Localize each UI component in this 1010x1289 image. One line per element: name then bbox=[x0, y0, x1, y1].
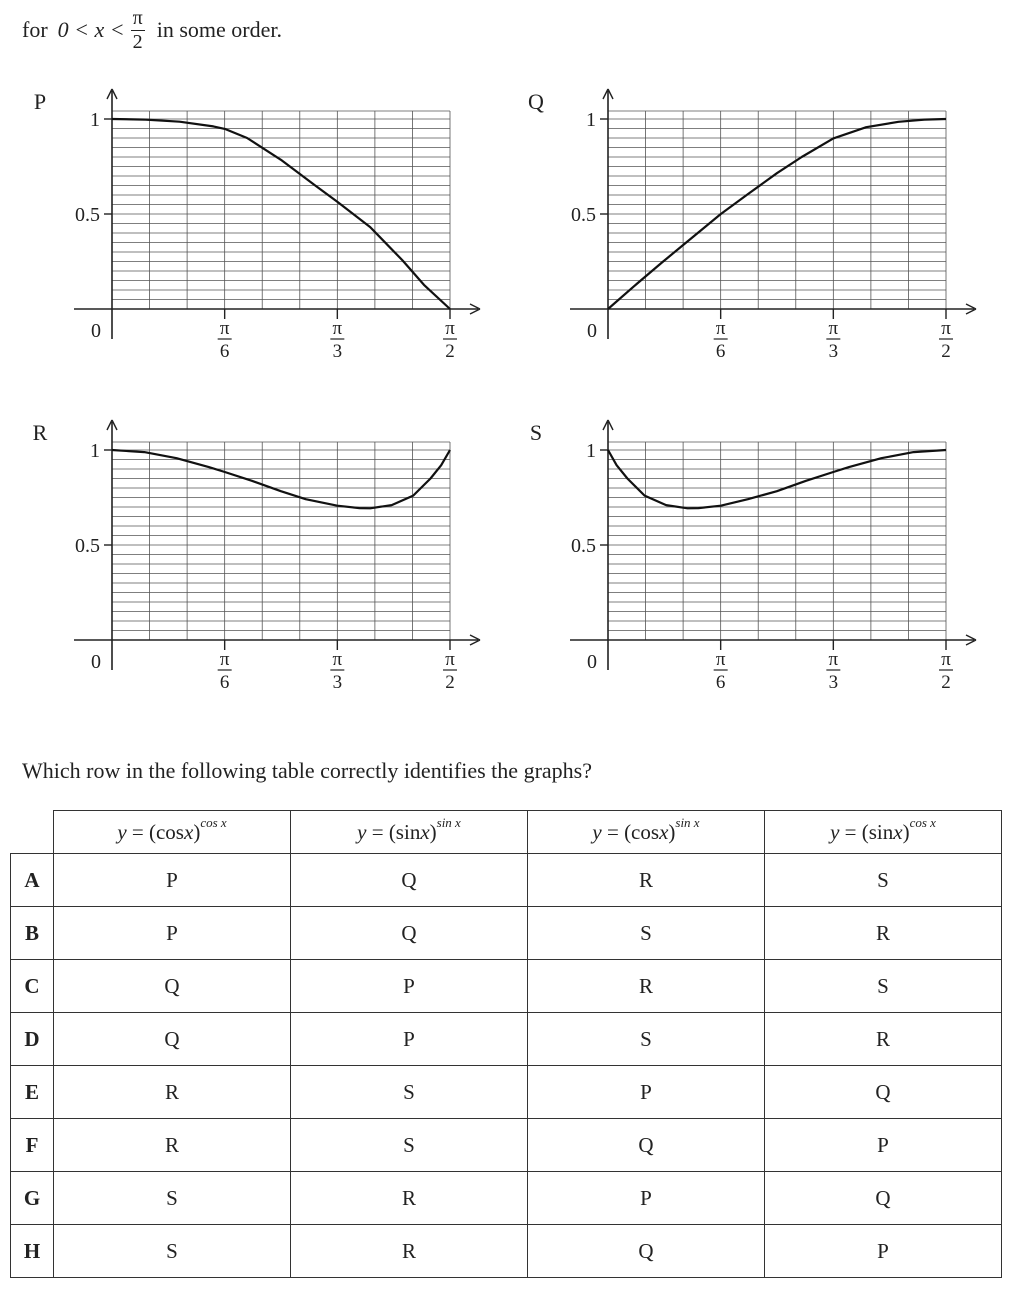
table-cell: S bbox=[291, 1119, 528, 1172]
panel-label: R bbox=[32, 420, 48, 445]
x-tick-label-numerator: π bbox=[219, 318, 230, 339]
table-cell: R bbox=[291, 1225, 528, 1278]
graph-panel bbox=[34, 89, 480, 362]
table-cell: R bbox=[528, 854, 765, 907]
table-row bbox=[11, 907, 1002, 960]
x-tick-label-denominator: 3 bbox=[828, 341, 839, 362]
table-cell: P bbox=[765, 1119, 1002, 1172]
row-label: G bbox=[11, 1172, 54, 1225]
origin-label: 0 bbox=[587, 320, 597, 342]
table-cell: R bbox=[765, 1013, 1002, 1066]
table-cell: Q bbox=[765, 1172, 1002, 1225]
x-tick-label-denominator: 6 bbox=[219, 672, 230, 693]
table-cell: P bbox=[291, 1013, 528, 1066]
intro-fraction-denominator: 2 bbox=[132, 31, 143, 53]
header-exponent: cos x bbox=[909, 815, 936, 830]
row-label: B bbox=[11, 907, 54, 960]
y-tick-label: 0.5 bbox=[571, 535, 596, 557]
x-tick-label-denominator: 6 bbox=[219, 341, 230, 362]
table-cell: P bbox=[528, 1066, 765, 1119]
x-tick-label-denominator: 6 bbox=[715, 672, 726, 693]
x-tick-label-numerator: π bbox=[715, 649, 726, 670]
header-cos-pow-sin: $y = (\cos x)^{sin x}$ bbox=[528, 811, 765, 854]
x-tick-label-denominator: 3 bbox=[332, 672, 343, 693]
table-cell: P bbox=[765, 1225, 1002, 1278]
table-cell: Q bbox=[528, 1225, 765, 1278]
x-tick-label-denominator: 3 bbox=[332, 341, 343, 362]
panel-label: Q bbox=[528, 89, 544, 114]
header-cos-pow-cos: $y = (\cos x)^{cos x}$ bbox=[54, 811, 291, 854]
table-cell: Q bbox=[528, 1119, 765, 1172]
table-row bbox=[11, 960, 1002, 1013]
x-tick-label-denominator: 2 bbox=[445, 341, 455, 362]
x-tick-label-numerator: π bbox=[941, 649, 951, 670]
table-cell: S bbox=[765, 960, 1002, 1013]
x-tick-label-numerator: π bbox=[219, 649, 230, 670]
y-tick-label: 1 bbox=[586, 440, 596, 462]
x-tick-label-numerator: π bbox=[445, 649, 455, 670]
y-tick-label: 1 bbox=[90, 440, 100, 462]
table-cell: Q bbox=[765, 1066, 1002, 1119]
header-exponent: sin x bbox=[675, 815, 700, 830]
intro-inequality: 0 < x < bbox=[57, 17, 125, 42]
table-cell: R bbox=[528, 960, 765, 1013]
table-cell: Q bbox=[291, 907, 528, 960]
x-tick-label-numerator: π bbox=[941, 318, 951, 339]
y-tick-label: 0.5 bbox=[75, 535, 100, 557]
row-label: A bbox=[11, 854, 54, 907]
table-cell: R bbox=[765, 907, 1002, 960]
x-tick-label-numerator: π bbox=[715, 318, 726, 339]
x-tick-label-denominator: 3 bbox=[828, 672, 839, 693]
y-tick-label: 0.5 bbox=[571, 204, 596, 226]
row-label: E bbox=[11, 1066, 54, 1119]
table-cell: R bbox=[54, 1066, 291, 1119]
origin-label: 0 bbox=[587, 651, 597, 673]
origin-label: 0 bbox=[91, 320, 101, 342]
table-row bbox=[11, 1172, 1002, 1225]
table-cell: P bbox=[528, 1172, 765, 1225]
table-cell: S bbox=[54, 1172, 291, 1225]
x-tick-label-numerator: π bbox=[828, 318, 839, 339]
table-cell: S bbox=[291, 1066, 528, 1119]
table-row bbox=[11, 854, 1002, 907]
row-label: D bbox=[11, 1013, 54, 1066]
graph-panel bbox=[530, 420, 976, 693]
graph-curve bbox=[112, 450, 450, 508]
row-label: F bbox=[11, 1119, 54, 1172]
table-cell: Q bbox=[291, 854, 528, 907]
x-tick-label-denominator: 2 bbox=[941, 341, 951, 362]
y-tick-label: 1 bbox=[586, 109, 596, 131]
table-cell: S bbox=[528, 1013, 765, 1066]
x-tick-label-denominator: 6 bbox=[715, 341, 726, 362]
header-exponent: sin x bbox=[436, 815, 461, 830]
table-cell: S bbox=[765, 854, 1002, 907]
question-text: Which row in the following table correctly identifies the graphs? bbox=[22, 758, 592, 783]
table-cell: R bbox=[291, 1172, 528, 1225]
x-tick-label-denominator: 2 bbox=[445, 672, 455, 693]
panel-label: P bbox=[33, 89, 47, 114]
intro-suffix: in some order. bbox=[156, 17, 282, 42]
table-cell: S bbox=[528, 907, 765, 960]
y-tick-label: 1 bbox=[90, 109, 100, 131]
graph-panel bbox=[33, 420, 480, 693]
table-cell: S bbox=[54, 1225, 291, 1278]
table-cell: Q bbox=[54, 1013, 291, 1066]
x-tick-label-denominator: 2 bbox=[941, 672, 951, 693]
origin-label: 0 bbox=[91, 651, 101, 673]
intro-fraction-numerator: π bbox=[132, 7, 143, 29]
table-cell: Q bbox=[54, 960, 291, 1013]
table-header-row bbox=[11, 811, 1002, 854]
intro-prefix: for bbox=[22, 17, 48, 42]
table-row bbox=[11, 1225, 1002, 1278]
graph-curve bbox=[608, 450, 946, 508]
graph-panel bbox=[528, 89, 976, 362]
table-corner-cell bbox=[11, 811, 54, 854]
x-tick-label-numerator: π bbox=[828, 649, 839, 670]
x-tick-label-numerator: π bbox=[445, 318, 455, 339]
x-tick-label-numerator: π bbox=[332, 649, 343, 670]
row-label: C bbox=[11, 960, 54, 1013]
x-tick-label-numerator: π bbox=[332, 318, 343, 339]
row-label: H bbox=[11, 1225, 54, 1278]
table-cell: P bbox=[54, 907, 291, 960]
table-cell: R bbox=[54, 1119, 291, 1172]
y-tick-label: 0.5 bbox=[75, 204, 100, 226]
header-sin-pow-sin: $y = (\sin x)^{sin x}$ bbox=[291, 811, 528, 854]
panel-label: S bbox=[529, 420, 543, 445]
header-exponent: cos x bbox=[200, 815, 227, 830]
table-cell: P bbox=[291, 960, 528, 1013]
table-row bbox=[11, 1119, 1002, 1172]
table-cell: P bbox=[54, 854, 291, 907]
table-row bbox=[11, 1013, 1002, 1066]
answer-table bbox=[10, 810, 1002, 1278]
header-sin-pow-cos: $y = (\sin x)^{cos x}$ bbox=[765, 811, 1002, 854]
table-row bbox=[11, 1066, 1002, 1119]
